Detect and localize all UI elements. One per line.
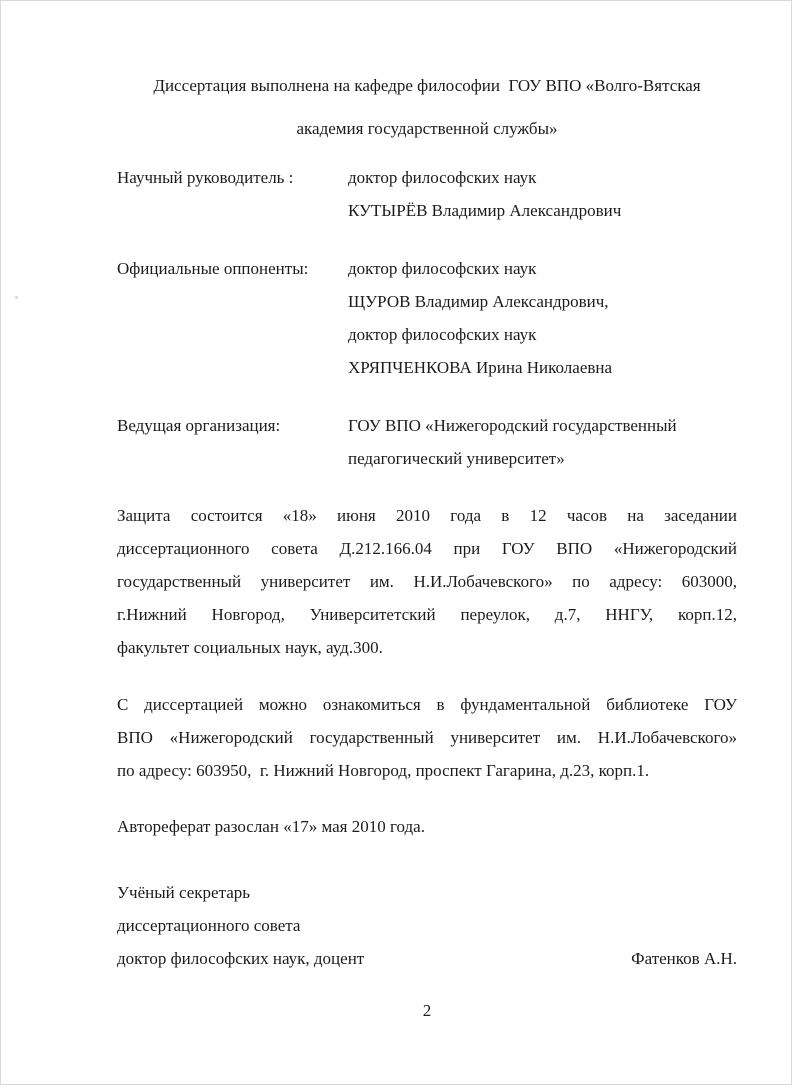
leading-org-line-2: педагогический университет»: [348, 449, 565, 468]
section-leading-organization: [117, 409, 737, 475]
supervisor-label: Научный руководитель :: [117, 168, 294, 187]
secretary-line-1: Учёный секретарь: [117, 883, 251, 902]
library-line-1: С диссертацией можно ознакомиться в фундаментальной библиотеке ГОУ: [117, 695, 737, 714]
page-number: 2: [422, 1001, 432, 1020]
document-title: [117, 64, 737, 150]
supervisor-degree: доктор философских наук: [348, 168, 537, 187]
paragraph-defense-info: [117, 499, 737, 664]
section-secretary: [117, 876, 737, 975]
opponent1-degree: доктор философских наук: [348, 259, 537, 278]
secretary-line-2: диссертационного совета: [117, 916, 301, 935]
defense-line-5: факультет социальных наук, ауд.300.: [117, 638, 383, 657]
leading-org-value: [348, 409, 737, 475]
paragraph-library-info: [117, 688, 737, 787]
defense-line-3: государственный университет им. Н.И.Лобачевского» по адресу: 603000,: [117, 572, 737, 591]
page-content: [1, 64, 791, 1027]
opponents-value: [348, 252, 737, 384]
leading-org-line-1: ГОУ ВПО «Нижегородский государственный: [348, 416, 677, 435]
secretary-signature-name: Фатенков А.Н.: [631, 949, 737, 968]
supervisor-value: [348, 161, 737, 227]
paragraph-avtoreferat: [117, 810, 737, 843]
library-line-2: ВПО «Нижегородский государственный университет им. Н.И.Лобачевского»: [117, 728, 737, 747]
opponent2-degree: доктор философских наук: [348, 325, 537, 344]
leading-org-label: Ведущая организация:: [117, 416, 281, 435]
scan-artifact-dot: [15, 296, 18, 299]
section-opponents: [117, 252, 737, 384]
defense-line-4: г.Нижний Новгород, Университетский переулок, д.7, ННГУ, корп.12,: [117, 605, 737, 624]
title-line-2: академия государственной службы»: [296, 119, 558, 138]
opponent1-name: ЩУРОВ Владимир Александрович,: [348, 292, 609, 311]
library-line-3: по адресу: 603950, г. Нижний Новгород, проспект Гагарина, д.23, корп.1.: [117, 761, 650, 780]
supervisor-name: КУТЫРЁВ Владимир Александрович: [348, 201, 622, 220]
avtoreferat-line: Автореферат разослан «17» мая 2010 года.: [117, 817, 425, 836]
defense-line-2: диссертационного совета Д.212.166.04 при ГОУ ВПО «Нижегородский: [117, 539, 737, 558]
opponents-label: Официальные оппоненты:: [117, 259, 309, 278]
defense-line-1: Защита состоится «18» июня 2010 года в 12 часов на заседании: [117, 506, 737, 525]
opponent2-name: ХРЯПЧЕНКОВА Ирина Николаевна: [348, 358, 613, 377]
secretary-signature-row: [117, 942, 737, 975]
title-line-1: Диссертация выполнена на кафедре философии ГОУ ВПО «Волго-Вятская: [153, 76, 701, 95]
secretary-line-3: доктор философских наук, доцент: [117, 949, 365, 968]
section-supervisor: [117, 161, 737, 227]
